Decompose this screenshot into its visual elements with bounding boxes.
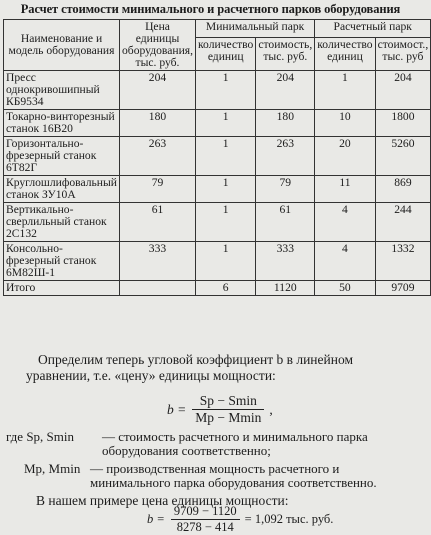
total-min-cost: 1120 bbox=[256, 281, 315, 296]
header-min-park: Минимальный парк bbox=[196, 20, 315, 38]
intro-paragraph: Определим теперь угловой коэффициент b в линейном уравнении, т.е. «цену» единицы мощности: bbox=[26, 352, 354, 383]
row-min-cost: 333 bbox=[256, 242, 315, 281]
definition-s bbox=[6, 430, 416, 462]
row-min-cost: 180 bbox=[256, 110, 315, 137]
row-price: 263 bbox=[120, 137, 196, 176]
row-calc-qty: 11 bbox=[315, 176, 375, 203]
row-min-cost: 204 bbox=[256, 71, 315, 110]
definition-m-text: — производственная мощность расчетного и минимального парка оборудования соответственно. bbox=[90, 461, 377, 490]
row-min-qty: 1 bbox=[196, 71, 256, 110]
definition-m-symbol: Mp, Mmin bbox=[24, 461, 81, 476]
row-calc-qty: 10 bbox=[315, 110, 375, 137]
formula-b bbox=[167, 393, 273, 426]
table-row bbox=[4, 176, 431, 203]
row-min-cost: 263 bbox=[256, 137, 315, 176]
row-price: 204 bbox=[120, 71, 196, 110]
total-min-qty: 6 bbox=[196, 281, 256, 296]
formula-b-fraction bbox=[192, 393, 264, 426]
row-name: Вертикально-сверлильный станок 2С132 bbox=[4, 203, 120, 242]
header-min-qty: количество единиц bbox=[196, 38, 256, 71]
row-calc-qty: 20 bbox=[315, 137, 375, 176]
row-name: Горизонтально-фрезерный станок 6Т82Г bbox=[4, 137, 120, 176]
row-min-qty: 1 bbox=[196, 137, 256, 176]
total-row bbox=[4, 281, 431, 296]
header-calc-park: Расчетный парк bbox=[315, 20, 431, 38]
header-min-cost: стоимость, тыс. руб. bbox=[256, 38, 315, 71]
definition-s-text: — стоимость расчетного и минимального парка оборудования соответственно; bbox=[102, 429, 368, 458]
row-min-qty: 1 bbox=[196, 242, 256, 281]
row-price: 333 bbox=[120, 242, 196, 281]
total-calc-qty: 50 bbox=[315, 281, 375, 296]
row-name: Пресс однокривошипный КБ9534 bbox=[4, 71, 120, 110]
formula-example-rhs: = 1,092 тыс. руб. bbox=[244, 512, 334, 526]
row-min-qty: 1 bbox=[196, 110, 256, 137]
table-row bbox=[4, 137, 431, 176]
row-calc-cost: 1800 bbox=[375, 110, 431, 137]
table-row bbox=[4, 110, 431, 137]
header-calc-qty: количество единиц bbox=[315, 38, 375, 71]
row-calc-qty: 4 bbox=[315, 242, 375, 281]
row-calc-cost: 5260 bbox=[375, 137, 431, 176]
row-calc-cost: 869 bbox=[375, 176, 431, 203]
row-price: 79 bbox=[120, 176, 196, 203]
formula-b-numerator: Sp − Smin bbox=[199, 393, 257, 408]
row-min-cost: 61 bbox=[256, 203, 315, 242]
formula-example bbox=[147, 504, 333, 535]
example-line: В нашем примере цена единицы мощности: bbox=[36, 493, 289, 508]
row-calc-qty: 4 bbox=[315, 203, 375, 242]
row-min-cost: 79 bbox=[256, 176, 315, 203]
formula-example-lhs: b = bbox=[147, 512, 165, 526]
header-price: Цена единицы оборудования, тыс. руб. bbox=[120, 20, 196, 71]
formula-example-numerator: 9709 − 1120 bbox=[173, 504, 237, 518]
row-min-qty: 1 bbox=[196, 203, 256, 242]
table-row bbox=[4, 71, 431, 110]
formula-b-rhs: , bbox=[269, 401, 273, 417]
formula-example-fraction bbox=[171, 504, 240, 535]
row-min-qty: 1 bbox=[196, 176, 256, 203]
table-row bbox=[4, 242, 431, 281]
row-price: 180 bbox=[120, 110, 196, 137]
row-calc-qty: 1 bbox=[315, 71, 375, 110]
row-price: 61 bbox=[120, 203, 196, 242]
row-name: Круглошлифовальный станок ЗУ10А bbox=[4, 176, 120, 203]
row-calc-cost: 244 bbox=[375, 203, 431, 242]
formula-b-denominator: Mp − Mmin bbox=[195, 410, 262, 425]
header-calc-cost: стоимост., тыс. руб bbox=[375, 38, 431, 71]
row-name: Токарно-винторезный станок 16В20 bbox=[4, 110, 120, 137]
total-calc-cost: 9709 bbox=[375, 281, 431, 296]
total-label: Итого bbox=[4, 281, 120, 296]
total-price bbox=[120, 281, 196, 296]
header-name: Наименование и модель оборудования bbox=[4, 20, 120, 71]
definition-s-symbol: где Sp, Smin bbox=[6, 429, 75, 444]
row-name: Консольно-фрезерный станок 6М82Ш-1 bbox=[4, 242, 120, 281]
table-row bbox=[4, 203, 431, 242]
cost-table bbox=[3, 19, 431, 296]
formula-example-denominator: 8278 − 414 bbox=[176, 520, 234, 534]
table-title: Расчет стоимости минимального и расчетного парков оборудования bbox=[20, 2, 401, 16]
definition-m bbox=[24, 462, 416, 494]
formula-b-lhs: b = bbox=[167, 401, 187, 417]
row-calc-cost: 204 bbox=[375, 71, 431, 110]
row-calc-cost: 1332 bbox=[375, 242, 431, 281]
